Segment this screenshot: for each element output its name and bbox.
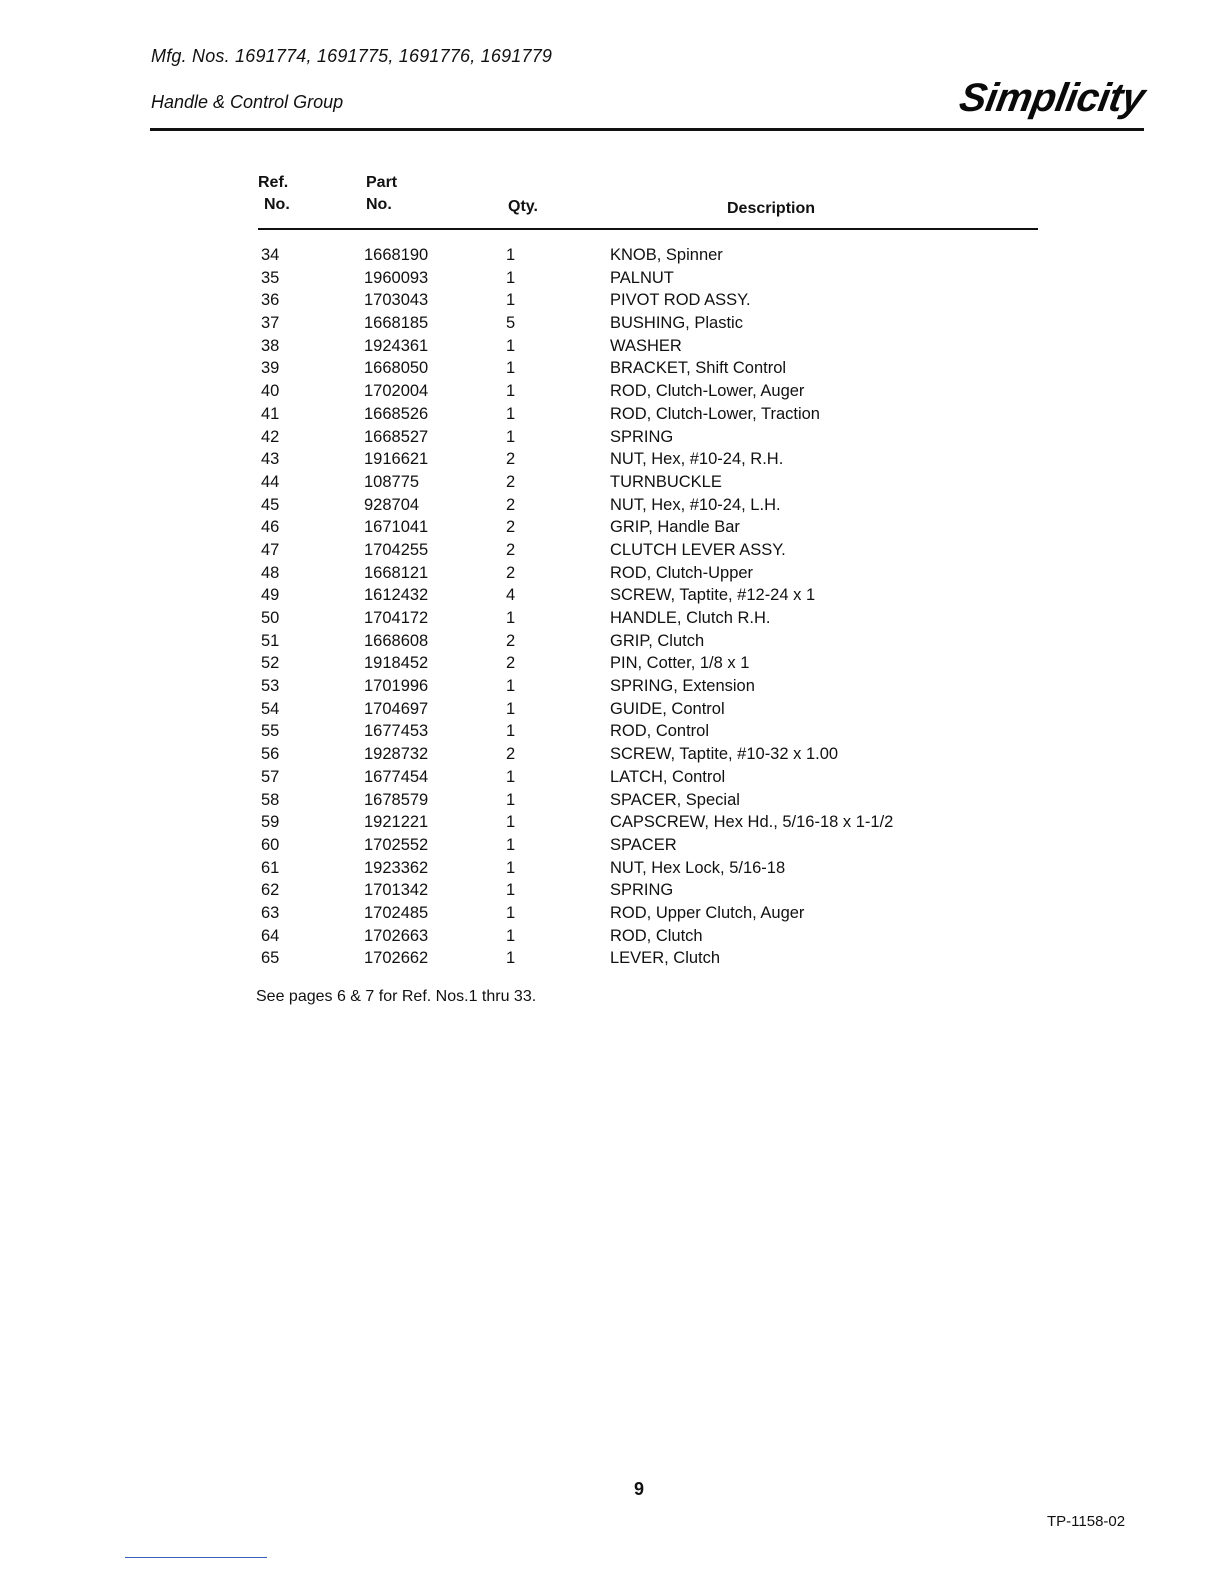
ref-number: 58: [261, 790, 280, 809]
table-row: [0, 471, 1224, 494]
description: ROD, Clutch-Lower, Auger: [610, 382, 805, 401]
description: LEVER, Clutch: [610, 949, 721, 968]
part-number: 1702485: [364, 903, 429, 922]
description: PALNUT: [610, 268, 674, 287]
ref-number: 44: [261, 472, 280, 491]
table-row: [0, 947, 1224, 970]
table-row: [0, 403, 1224, 426]
part-number: 1704697: [364, 699, 429, 718]
table-row: [0, 789, 1224, 812]
part-number: 1668608: [364, 631, 429, 650]
description: SPRING: [610, 427, 674, 446]
description: ROD, Clutch: [610, 926, 703, 945]
description: ROD, Control: [610, 722, 710, 741]
ref-number: 37: [261, 314, 280, 333]
part-number: 1702552: [364, 835, 429, 854]
table-row: [0, 335, 1224, 358]
part-number: 1668190: [364, 246, 429, 264]
column-header-part-line2: No.: [366, 196, 392, 213]
part-number: 1668185: [364, 314, 429, 333]
quantity: 1: [506, 767, 516, 786]
ref-number: 52: [261, 654, 280, 673]
ref-number: 60: [261, 835, 280, 854]
description: SCREW, Taptite, #12-24 x 1: [610, 586, 816, 605]
ref-number: 40: [261, 382, 280, 401]
quantity: 1: [506, 699, 516, 718]
quantity: 2: [506, 563, 516, 582]
quantity: 1: [506, 336, 516, 355]
quantity: 1: [506, 926, 516, 945]
ref-number: 45: [261, 495, 280, 514]
ref-number: 48: [261, 563, 280, 582]
table-row: [0, 902, 1224, 925]
description: BRACKET, Shift Control: [610, 359, 787, 378]
part-number: 1918452: [364, 654, 429, 673]
table-row: [0, 448, 1224, 471]
ref-number: 54: [261, 699, 280, 718]
table-row: [0, 879, 1224, 902]
description: CAPSCREW, Hex Hd., 5/16-18 x 1-1/2: [610, 813, 894, 832]
description: SPRING: [610, 881, 674, 900]
table-row: [0, 289, 1224, 312]
description: NUT, Hex Lock, 5/16-18: [610, 858, 786, 877]
ref-number: 59: [261, 813, 280, 832]
ref-number: 65: [261, 949, 280, 968]
part-number: 108775: [364, 472, 420, 491]
quantity: 1: [506, 291, 516, 310]
quantity: 5: [506, 314, 516, 333]
description: ROD, Clutch-Upper: [610, 563, 754, 582]
part-number: 1960093: [364, 268, 429, 287]
table-row: [0, 267, 1224, 290]
column-header-qty: Qty.: [508, 198, 538, 215]
description: SPACER, Special: [610, 790, 740, 809]
table-row: [0, 698, 1224, 721]
ref-number: 63: [261, 903, 280, 922]
table-row: [0, 857, 1224, 880]
table-row: [0, 675, 1224, 698]
ref-number: 36: [261, 291, 280, 310]
quantity: 1: [506, 382, 516, 401]
part-number: 1668527: [364, 427, 429, 446]
quantity: 1: [506, 790, 516, 809]
part-number: 1701342: [364, 881, 429, 900]
description: PIVOT ROD ASSY.: [610, 291, 751, 310]
part-number: 1702662: [364, 949, 429, 968]
quantity: 2: [506, 745, 516, 764]
quantity: 2: [506, 450, 516, 469]
description: WASHER: [610, 336, 682, 355]
column-header-part: [366, 172, 397, 216]
ref-number: 46: [261, 518, 280, 537]
ref-number: 62: [261, 881, 280, 900]
footnote: See pages 6 & 7 for Ref. Nos.1 thru 33.: [256, 988, 537, 1005]
ref-number: 49: [261, 586, 280, 605]
ref-number: 56: [261, 745, 280, 764]
ref-number: 57: [261, 767, 280, 786]
column-header-part-line1: Part: [366, 174, 398, 191]
part-number: 1701996: [364, 677, 429, 696]
part-number: 1668526: [364, 404, 429, 423]
description: KNOB, Spinner: [610, 246, 723, 264]
description: SPRING, Extension: [610, 677, 755, 696]
description: NUT, Hex, #10-24, L.H.: [610, 495, 781, 514]
table-row: [0, 607, 1224, 630]
ref-number: 55: [261, 722, 280, 741]
ref-number: 51: [261, 631, 280, 650]
part-number: 1671041: [364, 518, 429, 537]
description: GRIP, Handle Bar: [610, 518, 740, 537]
table-row: [0, 312, 1224, 335]
quantity: 1: [506, 427, 516, 446]
ref-number: 34: [261, 246, 280, 264]
bottom-rule: [125, 1557, 267, 1558]
description: SPACER: [610, 835, 677, 854]
part-number: 1704172: [364, 609, 429, 627]
description: BUSHING, Plastic: [610, 314, 743, 333]
description: CLUTCH LEVER ASSY.: [610, 540, 786, 559]
table-row: [0, 834, 1224, 857]
quantity: 1: [506, 903, 516, 922]
table-row: [0, 652, 1224, 675]
table-row: [0, 562, 1224, 585]
ref-number: 43: [261, 450, 280, 469]
brand-logo: Simplicity: [956, 76, 1148, 120]
table-row: [0, 494, 1224, 517]
quantity: 2: [506, 518, 516, 537]
mfg-numbers: Mfg. Nos. 1691774, 1691775, 1691776, 1691779: [151, 46, 553, 66]
table-row: [0, 720, 1224, 743]
quantity: 1: [506, 609, 516, 627]
description: ROD, Upper Clutch, Auger: [610, 903, 805, 922]
table-row: [0, 811, 1224, 834]
part-number: 1668121: [364, 563, 429, 582]
ref-number: 41: [261, 404, 280, 423]
quantity: 1: [506, 722, 516, 741]
part-number: 1923362: [364, 858, 429, 877]
column-header-description: Description: [727, 200, 816, 217]
ref-number: 38: [261, 336, 280, 355]
quantity: 1: [506, 858, 516, 877]
description: PIN, Cotter, 1/8 x 1: [610, 654, 750, 673]
table-row: [0, 244, 1224, 267]
ref-number: 61: [261, 858, 280, 877]
ref-number: 64: [261, 926, 280, 945]
part-number: 1924361: [364, 336, 429, 355]
quantity: 1: [506, 949, 516, 968]
part-number: 928704: [364, 495, 420, 514]
ref-number: 53: [261, 677, 280, 696]
ref-number: 47: [261, 540, 280, 559]
table-row: [0, 766, 1224, 789]
table-row: [0, 539, 1224, 562]
section-title: Handle & Control Group: [151, 92, 344, 112]
description: GUIDE, Control: [610, 699, 725, 718]
ref-number: 50: [261, 609, 280, 627]
table-row: [0, 584, 1224, 607]
description: HANDLE, Clutch R.H.: [610, 609, 771, 627]
table-row: [0, 426, 1224, 449]
table-row: [0, 630, 1224, 653]
description: ROD, Clutch-Lower, Traction: [610, 404, 820, 423]
part-number: 1704255: [364, 540, 429, 559]
quantity: 2: [506, 654, 516, 673]
table-row: [0, 380, 1224, 403]
quantity: 1: [506, 246, 516, 264]
quantity: 2: [506, 472, 516, 491]
header-divider: [150, 128, 1144, 131]
quantity: 2: [506, 540, 516, 559]
part-number: 1703043: [364, 291, 429, 310]
part-number: 1921221: [364, 813, 429, 832]
description: SCREW, Taptite, #10-32 x 1.00: [610, 745, 839, 764]
table-row: [0, 743, 1224, 766]
part-number: 1702004: [364, 382, 429, 401]
quantity: 1: [506, 404, 516, 423]
quantity: 1: [506, 677, 516, 696]
quantity: 1: [506, 359, 516, 378]
part-number: 1928732: [364, 745, 429, 764]
table-row: [0, 925, 1224, 948]
column-header-ref: [258, 172, 290, 216]
part-number: 1677454: [364, 767, 429, 786]
description: TURNBUCKLE: [610, 472, 722, 491]
part-number: 1702663: [364, 926, 429, 945]
quantity: 2: [506, 631, 516, 650]
part-number: 1916621: [364, 450, 429, 469]
column-header-ref-line1: Ref.: [258, 174, 289, 191]
quantity: 2: [506, 495, 516, 514]
document-number: TP-1158-02: [1047, 1513, 1126, 1530]
ref-number: 39: [261, 359, 280, 378]
quantity: 1: [506, 813, 516, 832]
quantity: 4: [506, 586, 516, 605]
part-number: 1612432: [364, 586, 429, 605]
quantity: 1: [506, 268, 516, 287]
ref-number: 42: [261, 427, 280, 446]
column-header-divider: [258, 228, 1038, 230]
part-number: 1668050: [364, 359, 429, 378]
part-number: 1678579: [364, 790, 429, 809]
description: GRIP, Clutch: [610, 631, 705, 650]
description: LATCH, Control: [610, 767, 726, 786]
table-row: [0, 357, 1224, 380]
ref-number: 35: [261, 268, 280, 287]
page-number: 9: [634, 1479, 645, 1499]
quantity: 1: [506, 835, 516, 854]
quantity: 1: [506, 881, 516, 900]
part-number: 1677453: [364, 722, 429, 741]
parts-list: [0, 244, 1224, 970]
column-header-ref-line2: No.: [264, 196, 290, 213]
table-row: [0, 516, 1224, 539]
description: NUT, Hex, #10-24, R.H.: [610, 450, 784, 469]
